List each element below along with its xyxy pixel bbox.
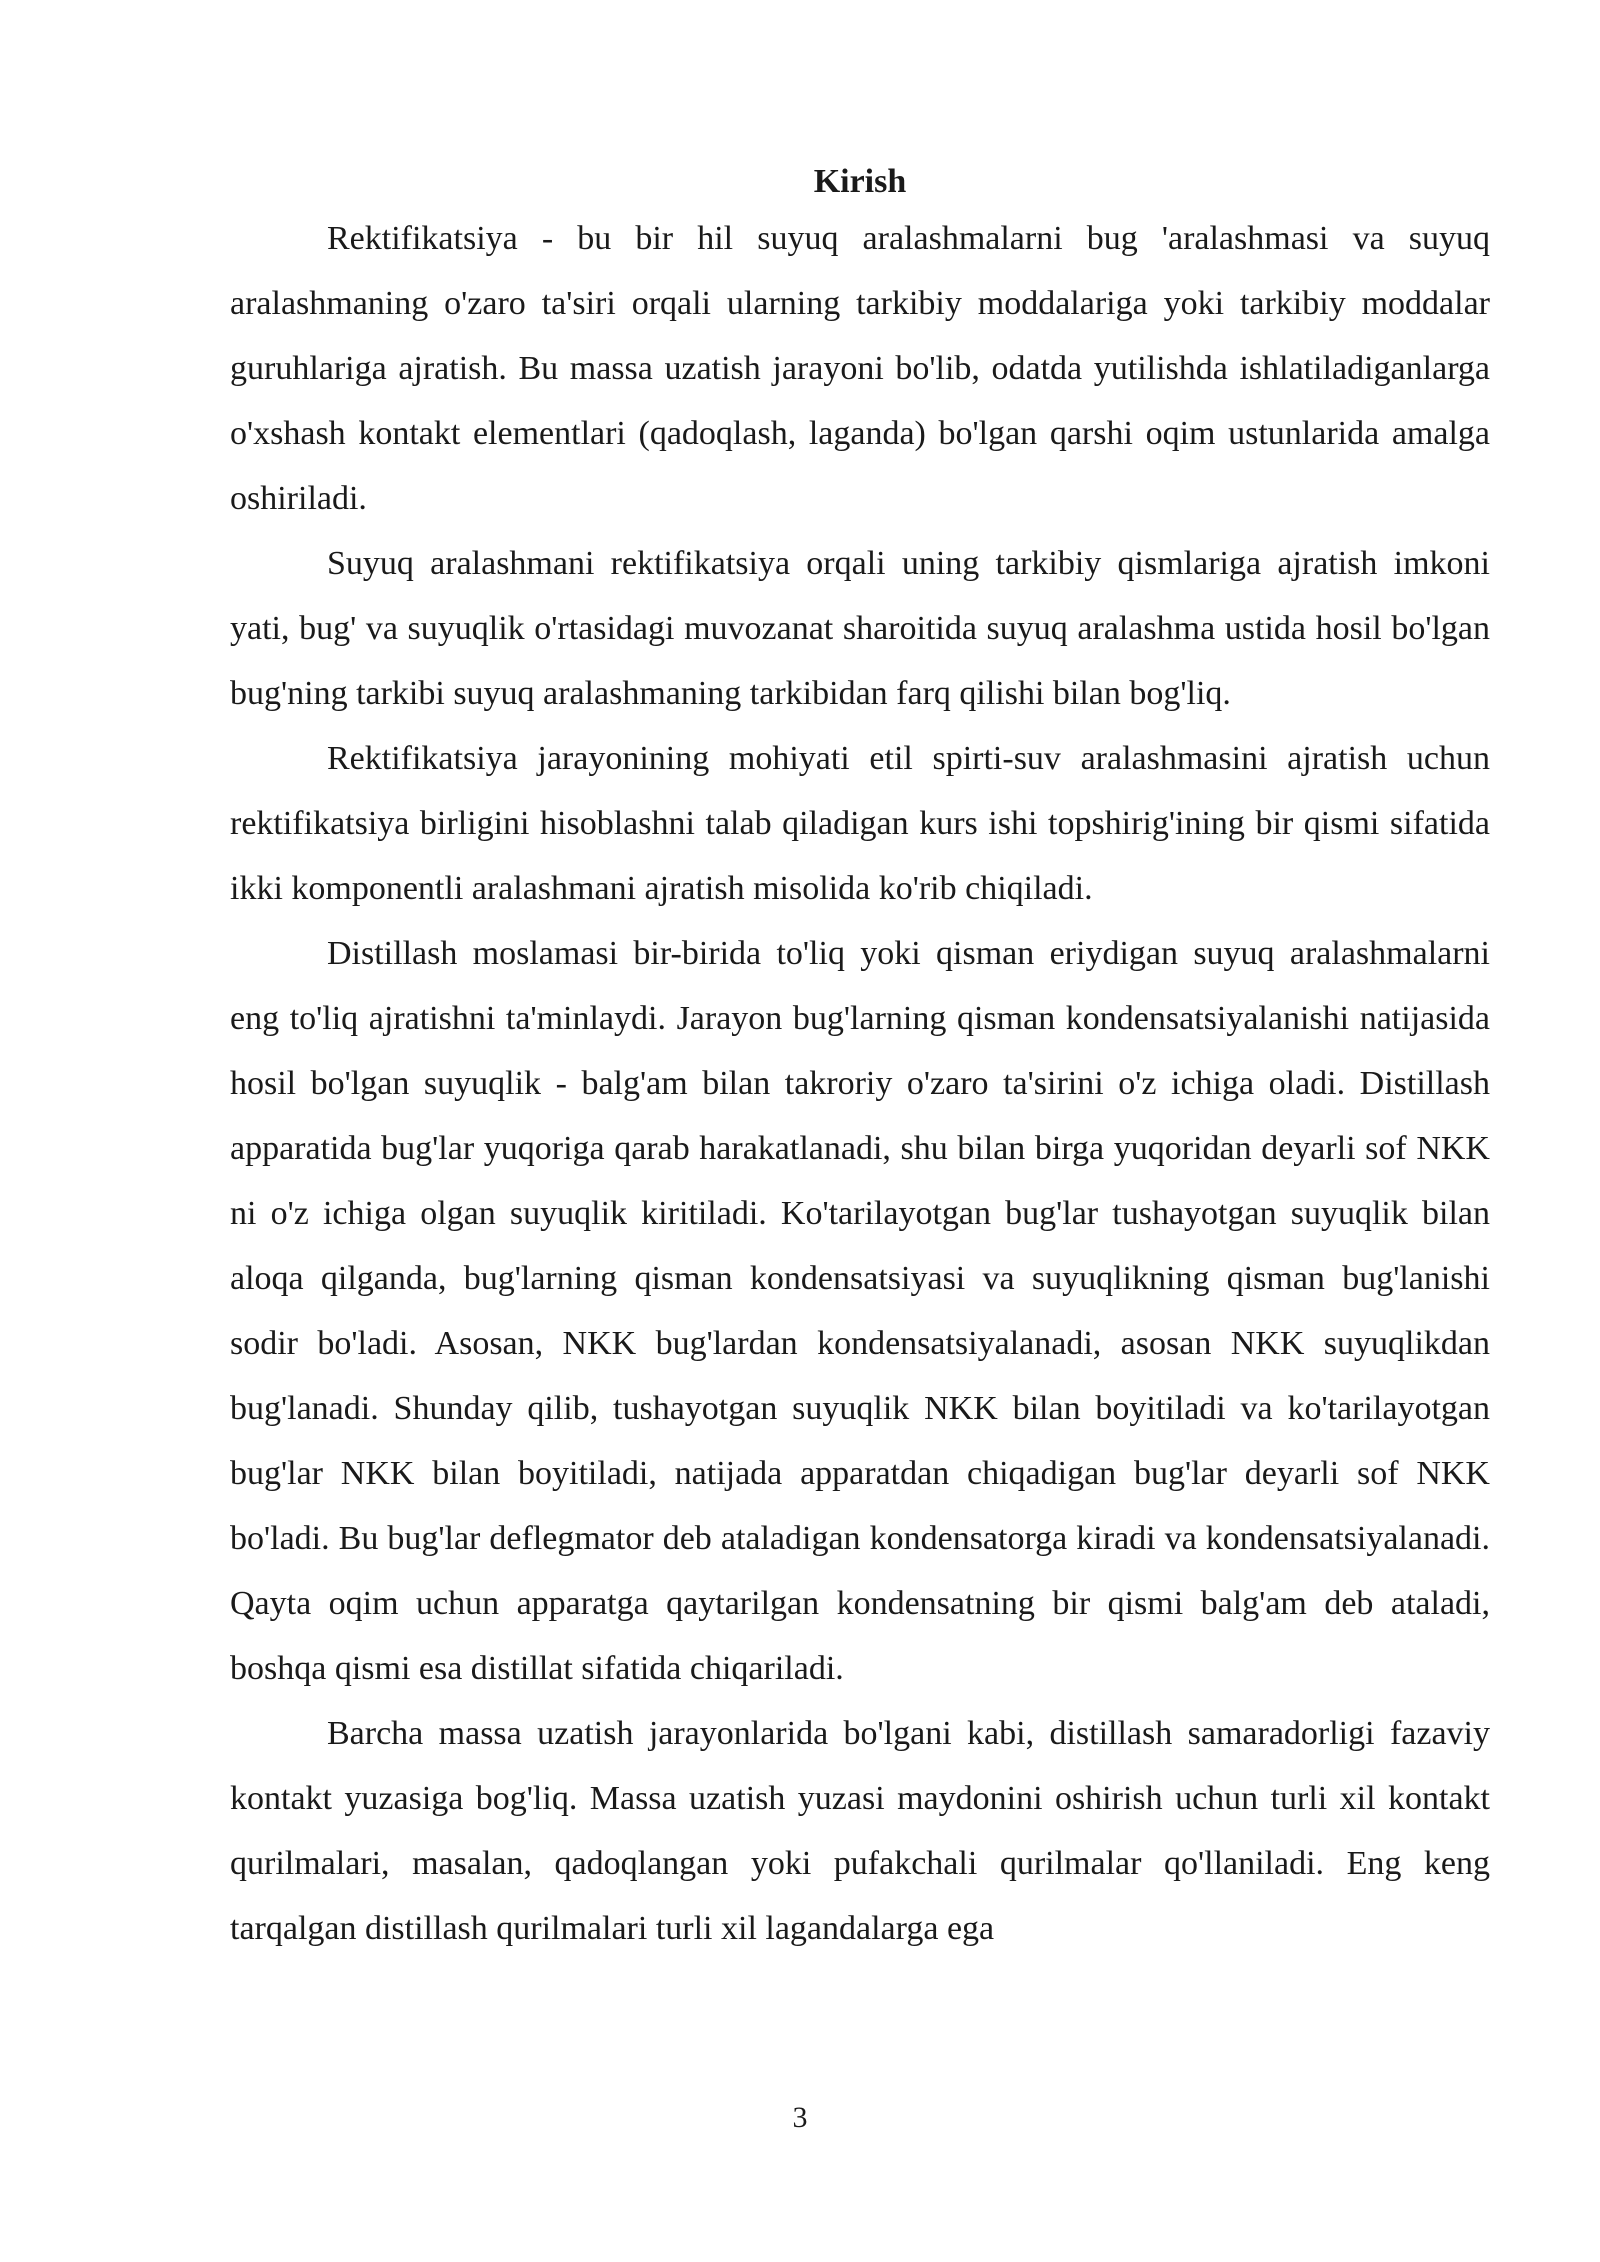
page-title: Kirish [813, 163, 907, 200]
page-number: 3 [792, 2101, 808, 2134]
page-body [230, 158, 1490, 1961]
paragraph-3: Rektifikatsiya jarayonining mohiyati etil spirti-suv aralashmasini ajratish uchun rektifikatsiya birligini hisoblashni talab qiladigan kurs ishi topshirig'ining bir qismi sifatida ikki komponentli aralashmani ajratish misolida ko'rib chiqiladi. [230, 740, 1490, 907]
paragraph-5: Barcha massa uzatish jarayonlarida bo'lgani kabi, distillash samaradorligi fazaviy kontakt yuzasiga bog'liq. Massa uzatish yuzasi maydonini oshirish uchun turli xil kontakt qurilmalari, masalan, qadoqlangan yoki pufakchali qurilmalar qo'llaniladi. Eng keng tarqalgan distillash qurilmalari turli xil lagandalarga ega [230, 1715, 1490, 1947]
paragraph-2: Suyuq aralashmani rektifikatsiya orqali uning tarkibiy qismlariga ajratish imkoni yati, bug' va suyuqlik o'rtasidagi muvozanat sharoitida suyuq aralashma ustida hosil bo'lgan bug'ning tarkibi suyuq aralashmaning tarkibidan farq qilishi bilan bog'liq. [230, 545, 1490, 712]
paragraph-1: Rektifikatsiya - bu bir hil suyuq aralashmalarni bug 'aralashmasi va suyuq aralashmaning o'zaro ta'siri orqali ularning tarkibiy moddalariga yoki tarkibiy moddalar guruhlariga ajratish. Bu massa uzatish jarayoni bo'lib, odatda yutilishda ishlatiladiganlarga o'xshash kontakt elementlari (qadoqlash, laganda) bo'lgan qarshi oqim ustunlarida amalga oshiriladi. [230, 220, 1490, 517]
paragraph-4: Distillash moslamasi bir-birida to'liq yoki qisman eriydigan suyuq aralashmalarni eng to'liq ajratishni ta'minlaydi. Jarayon bug'larning qisman kondensatsiyalanishi natijasida hosil bo'lgan suyuqlik - balg'am bilan takroriy o'zaro ta'sirini o'z ichiga oladi. Distillash apparatida bug'lar yuqoriga qarab harakatlanadi, shu bilan birga yuqoridan deyarli sof NKK ni o'z ichiga olgan suyuqlik kiritiladi. Ko'tarilayotgan bug'lar tushayotgan suyuqlik bilan aloqa qilganda, bug'larning qisman kondensatsiyasi va suyuqlikning qisman bug'lanishi sodir bo'ladi. Asosan, NKK bug'lardan kondensatsiyalanadi, asosan NKK suyuqlikdan bug'lanadi. Shunday qilib, tushayotgan suyuqlik NKK bilan boyitiladi va ko'tarilayotgan bug'lar NKK bilan boyitiladi, natijada apparatdan chiqadigan bug'lar deyarli sof NKK bo'ladi. Bu bug'lar deflegmator deb ataladigan kondensatorga kiradi va kondensatsiyalanadi. Qayta oqim uchun apparatga qaytarilgan kondensatning bir qismi balg'am deb ataladi, boshqa qismi esa distillat sifatida chiqariladi. [230, 935, 1490, 1687]
